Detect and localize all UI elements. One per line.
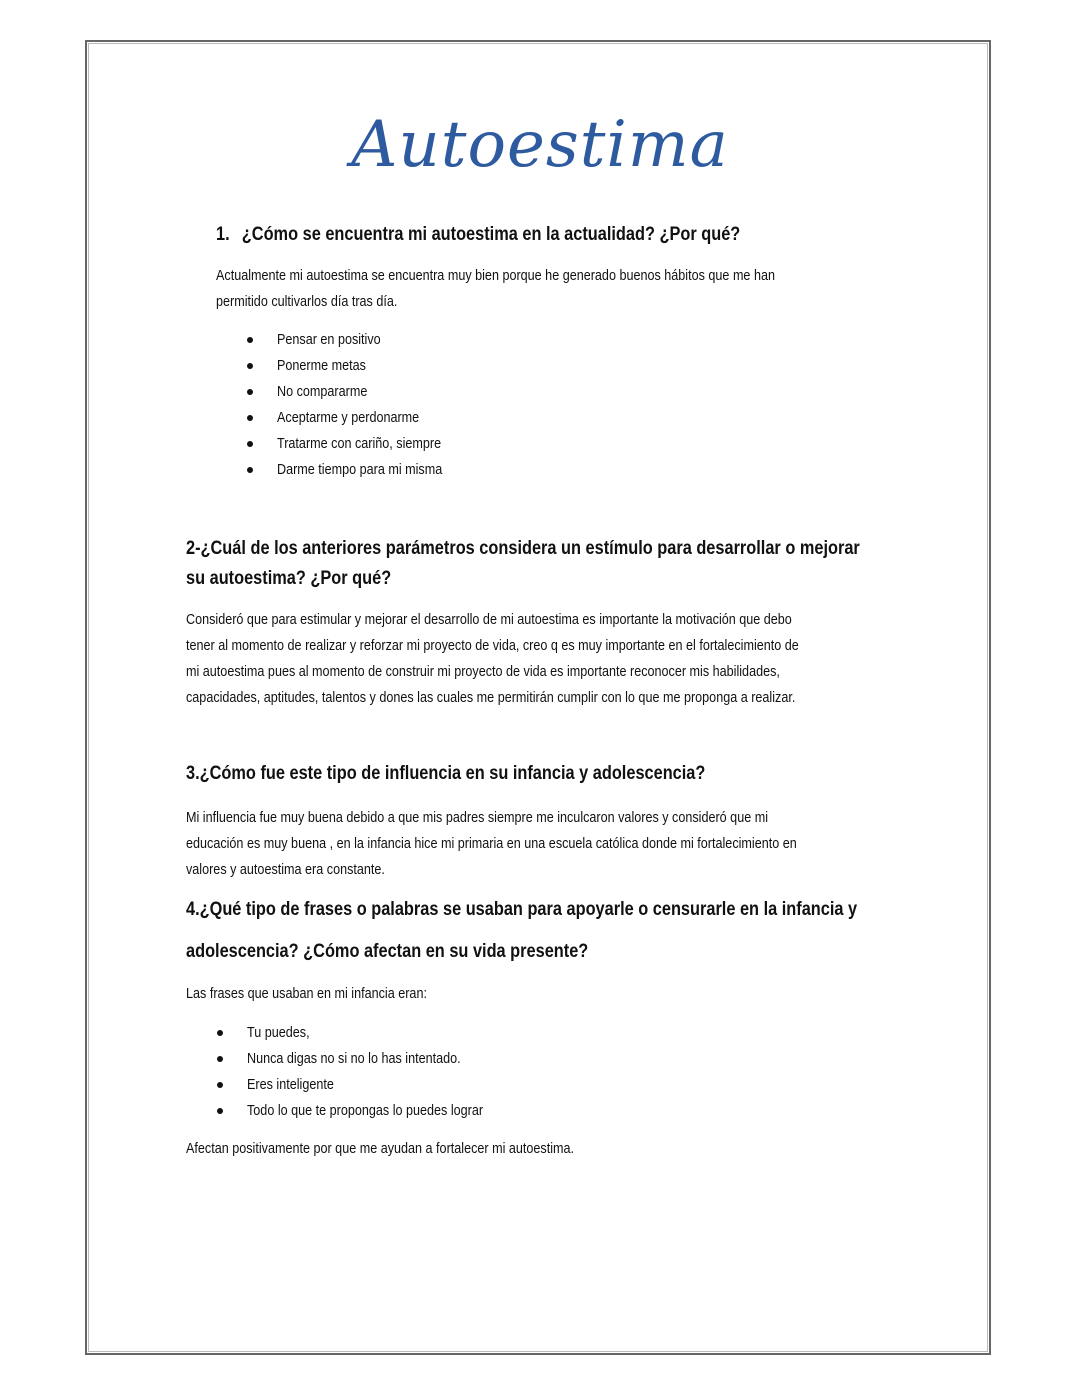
question-2-heading-line-2: su autoestima? ¿Por qué? xyxy=(186,568,392,589)
question-1-heading xyxy=(216,224,740,246)
bullet-icon xyxy=(247,337,253,343)
question-4-heading-line-1: 4.¿Qué tipo de frases o palabras se usaban para apoyarle o censurarle en la infancia y xyxy=(186,899,858,920)
question-4-intro: Las frases que usaban en mi infancia eran: xyxy=(186,985,427,1002)
answer-line: Actualmente mi autoestima se encuentra muy bien porque he generado buenos hábitos que me han xyxy=(216,267,775,284)
answer-line: educación es muy buena , en la infancia hice mi primaria en una escuela católica donde mi fortalecimiento en xyxy=(186,835,797,852)
question-3-heading: 3.¿Cómo fue este tipo de influencia en su infancia y adolescencia? xyxy=(186,763,706,784)
question-1-number: 1. xyxy=(216,224,230,245)
question-1-answer xyxy=(216,263,775,315)
question-3-answer xyxy=(186,805,797,883)
question-4-heading-line-2: adolescencia? ¿Cómo afectan en su vida presente? xyxy=(186,941,589,962)
answer-line: Mi influencia fue muy buena debido a que mis padres siempre me inculcaron valores y consideró que mi xyxy=(186,809,769,826)
document-title: Autoestima xyxy=(351,108,729,182)
question-2-answer xyxy=(186,607,799,711)
bullet-icon xyxy=(247,415,253,421)
answer-line: tener al momento de realizar y reforzar mi proyecto de vida, creo q es muy importante en el fortalecimiento de xyxy=(186,637,799,654)
question-2-heading-line-1: 2-¿Cuál de los anteriores parámetros considera un estímulo para desarrollar o mejorar xyxy=(186,538,860,559)
bullet-icon xyxy=(247,363,253,369)
bullet-icon xyxy=(217,1108,223,1114)
bullet-icon xyxy=(217,1030,223,1036)
bullet-icon xyxy=(217,1082,223,1088)
answer-line: capacidades, aptitudes, talentos y dones las cuales me permitirán cumplir con lo que me proponga a realizar. xyxy=(186,689,796,706)
answer-line: valores y autoestima era constante. xyxy=(186,861,385,878)
question-1-text: ¿Cómo se encuentra mi autoestima en la actualidad? ¿Por qué? xyxy=(241,224,741,245)
bullet-icon xyxy=(247,467,253,473)
answer-line: mi autoestima pues al momento de construir mi proyecto de vida es importante reconocer mis habilidades, xyxy=(186,663,780,680)
answer-line: Consideró que para estimular y mejorar el desarrollo de mi autoestima es importante la motivación que debo xyxy=(186,611,792,628)
bullet-icon xyxy=(247,441,253,447)
question-4-closing: Afectan positivamente por que me ayudan a fortalecer mi autoestima. xyxy=(186,1140,575,1157)
bullet-icon xyxy=(217,1056,223,1062)
bullet-icon xyxy=(247,389,253,395)
answer-line: permitido cultivarlos día tras día. xyxy=(216,293,398,310)
